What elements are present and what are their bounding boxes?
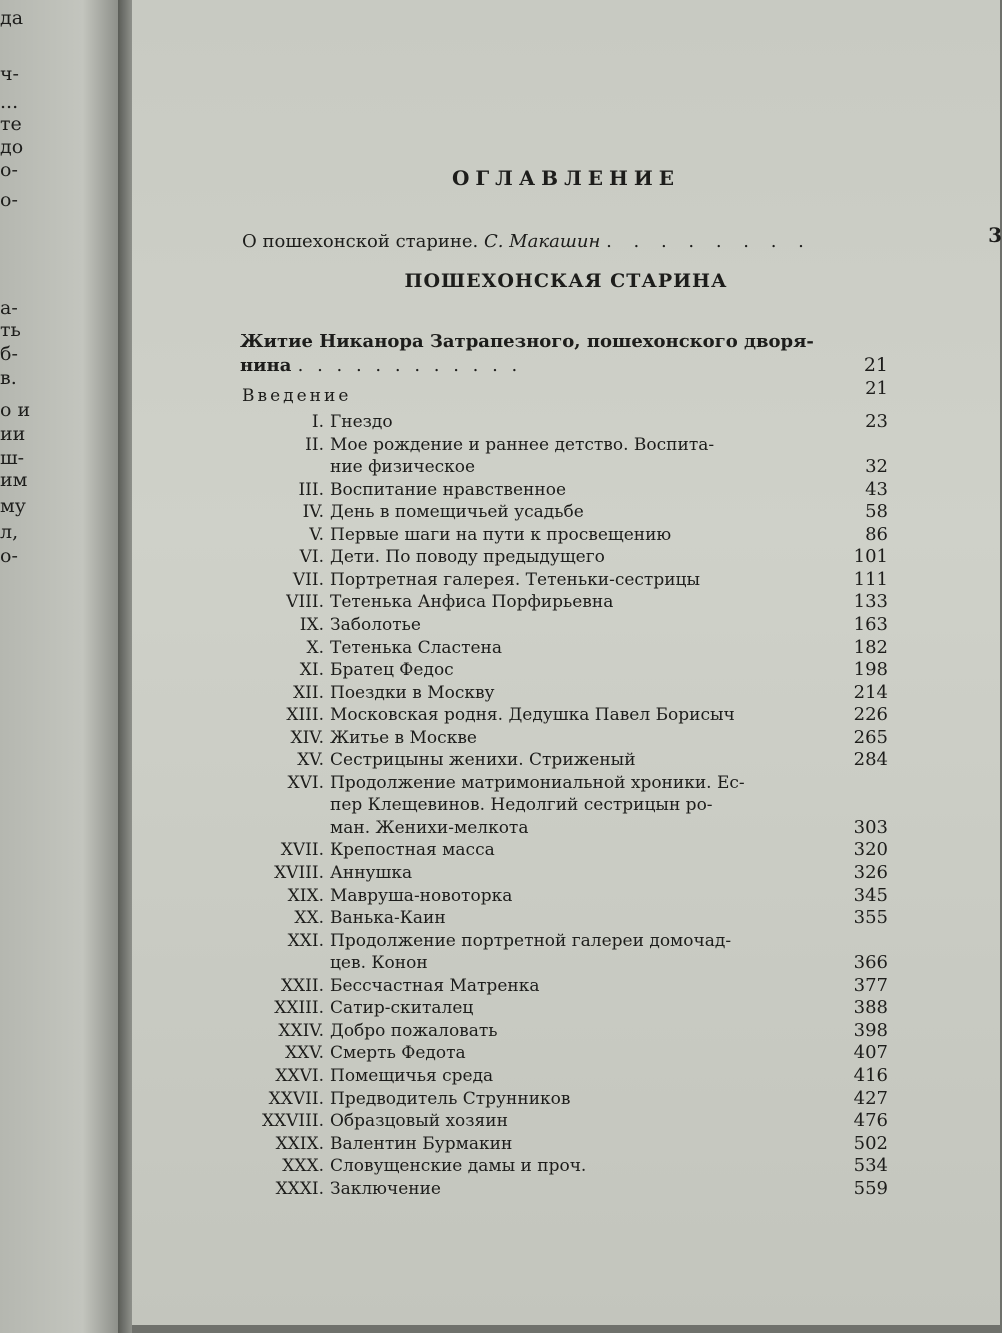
chapter-page: 198 [853,659,888,681]
chapter-number: XXII. [280,975,324,996]
chapter-page: 163 [853,613,888,635]
chapter-page: 345 [853,884,888,906]
chapter-title-line: Сатир-скиталец [330,998,474,1019]
chapter-page: 43 [865,478,888,500]
chapter-number: XXIX. [275,1133,324,1154]
chapter-title-line: Ванька-Каин [330,908,446,929]
chapter-title-line: Аннушка [330,863,413,883]
chapter-number: XIX. [287,885,324,906]
left-page-fragment: да [0,7,24,29]
chapter-page: 366 [853,952,888,974]
chapter-number: XXVII. [268,1088,324,1109]
chapter-number: XXXI. [275,1178,324,1199]
chapter-page: 86 [865,523,888,545]
chapter-title-line: Гнездо [330,412,393,432]
chapter-page: 23 [865,411,888,432]
chapter-number: XXX. [282,1156,324,1177]
chapter-page: 377 [853,974,888,996]
chapter-page: 133 [853,591,888,613]
chapter-title-line: Сестрицыны женихи. Стриженый [330,750,636,771]
chapter-title-line: Помещичья среда [330,1065,494,1086]
section-entry [240,330,860,378]
vvedenie-label: Введение [242,386,352,406]
left-page-fragment: л, [0,521,19,543]
chapter-title-line: Бессчастная Матренка [330,975,540,996]
chapter-page: 407 [853,1042,888,1064]
intro-title: О пошехонской старине. [242,231,479,252]
chapter-page: 398 [853,1019,888,1041]
chapter-title-line: Дети. По поводу предыдущего [330,547,605,568]
chapter-title-line: пер Клещевинов. Недолгий сестрицын ро- [330,795,713,816]
toc-heading: ОГЛАВЛЕНИЕ [451,166,681,190]
chapter-number: XXVI. [275,1065,324,1086]
chapter-number: XI. [299,660,324,681]
chapter-title-line: Поездки в Москву [330,682,495,703]
chapter-title-line: Заболотье [330,614,421,635]
chapter-title-line: Словущенские дамы и проч. [330,1156,587,1177]
left-page-fragment: ии [0,423,26,445]
chapter-number: XVII. [280,840,324,861]
left-page-fragment: о- [0,159,18,181]
chapter-title-line: Мавруша-новоторка [330,885,513,906]
chapter-number: IX. [299,614,324,635]
chapter-page: 502 [853,1132,888,1154]
chapter-page: 101 [853,546,888,568]
chapter-number: XXVIII. [261,1111,324,1132]
chapter-number: VI. [299,547,324,568]
section-line-2: нина . . . . . . . . . . . . [240,355,522,376]
left-page-fragment: ть [0,319,21,341]
chapter-title-line: Предводитель Струнников [330,1088,571,1109]
intro-dots: . . . . . . . . [606,231,812,252]
chapter-number: XXV. [285,1043,324,1064]
chapter-number: II. [305,434,324,455]
chapter-page: 284 [853,749,888,771]
chapter-title-line: Первые шаги на пути к просвещению [330,524,672,545]
intro-author: С. Макашин [483,231,601,252]
chapter-page: 320 [853,839,888,861]
chapter-page: 534 [853,1155,888,1177]
chapter-title-line: Добро пожаловать [330,1020,498,1041]
chapter-title-line: Валентин Бурмакин [330,1133,513,1154]
chapter-title-line: Продолжение портретной галереи домочад- [330,930,732,951]
chapter-page: 476 [853,1110,888,1132]
left-page-fragment: до [0,136,24,158]
chapter-page: 388 [853,997,888,1019]
chapter-title-line: Заключение [330,1178,441,1199]
section-page: 21 [863,354,888,376]
intro-page: 3 [988,223,1002,247]
chapter-page: 111 [853,568,888,590]
chapter-number: XVIII. [274,863,324,883]
left-page-fragment: а- [0,297,18,319]
chapter-title-line: ман. Женихи-мелкота [330,817,529,838]
chapter-title-line: Крепостная масса [330,840,495,861]
left-page-fragment: им [0,469,28,491]
left-page-fragment: те [0,113,22,135]
chapter-title-line: День в помещичьей усадьбе [330,502,584,523]
chapter-number: XVI. [287,772,324,793]
chapter-title-line: ние физическое [330,457,476,478]
chapter-page: 427 [853,1087,888,1109]
chapter-page: 416 [853,1064,888,1086]
chapter-title-line: Смерть Федота [330,1043,466,1064]
left-page-fragment: б- [0,343,18,365]
chapter-title-line: Тетенька Анфиса Порфирьевна [330,592,614,613]
chapter-page: 182 [853,636,888,658]
chapter-number: XX. [294,908,324,929]
chapter-number: XIV. [290,727,324,748]
chapter-title-line: Братец Федос [330,660,454,681]
chapter-page: 355 [853,907,888,929]
chapter-number: V. [309,524,324,545]
chapter-number: XV. [297,750,324,771]
chapter-number: XIII. [286,705,324,726]
chapter-number: IV. [302,502,324,523]
book-title: ПОШЕХОНСКАЯ СТАРИНА [404,270,728,292]
intro-entry [242,223,1002,252]
chapter-page: 326 [853,862,888,883]
chapter-title-line: Житье в Москве [330,727,477,748]
chapter-number: I. [311,412,324,432]
chapter-title-line: Московская родня. Дедушка Павел Борисыч [330,705,735,726]
left-page-fragment: му [0,495,26,517]
chapter-number: XXIII. [274,998,324,1019]
chapter-page: 226 [853,704,888,726]
chapter-title-line: Мое рождение и раннее детство. Воспита- [330,434,715,455]
left-page-fragment: о- [0,545,18,567]
vvedenie-page: 21 [865,378,888,399]
chapter-title-line: Воспитание нравственное [330,479,567,500]
vvedenie-entry [242,386,351,406]
left-page-fragment: ... [0,91,19,113]
left-page [0,0,118,1333]
chapter-page: 214 [853,681,888,703]
left-page-fragment: о и [0,399,31,421]
chapter-number: XXIV. [278,1020,324,1041]
left-page-fragment: ч- [0,63,19,85]
chapter-page: 265 [853,726,888,748]
chapter-title-line: Тетенька Сластена [330,637,503,658]
left-page-fragment: ш- [0,447,25,469]
chapter-number: VIII. [286,592,324,613]
chapter-title-line: цев. Конон [330,953,428,974]
chapter-page: 559 [853,1177,888,1199]
book-gutter [118,0,132,1333]
chapter-title-line: Портретная галерея. Тетеньки-сестрицы [330,569,700,590]
chapter-page: 32 [865,456,888,478]
chapter-number: VII. [292,569,324,590]
right-page [132,0,1000,1325]
chapter-title-line: Продолжение матримониальной хроники. Ес- [330,772,745,793]
chapter-number: XII. [293,682,324,703]
chapter-number: III. [298,479,324,500]
chapter-number: XXI. [287,930,324,951]
left-page-fragment: о- [0,189,18,211]
chapter-page: 58 [865,501,888,523]
chapter-number: X. [306,637,324,658]
chapter-page: 303 [853,816,888,838]
left-page-fragment: в. [0,367,17,389]
chapter-title-line: Образцовый хозяин [330,1111,508,1132]
section-line-1: Житие Никанора Затрапезного, пошехонского дворя- [240,331,814,352]
